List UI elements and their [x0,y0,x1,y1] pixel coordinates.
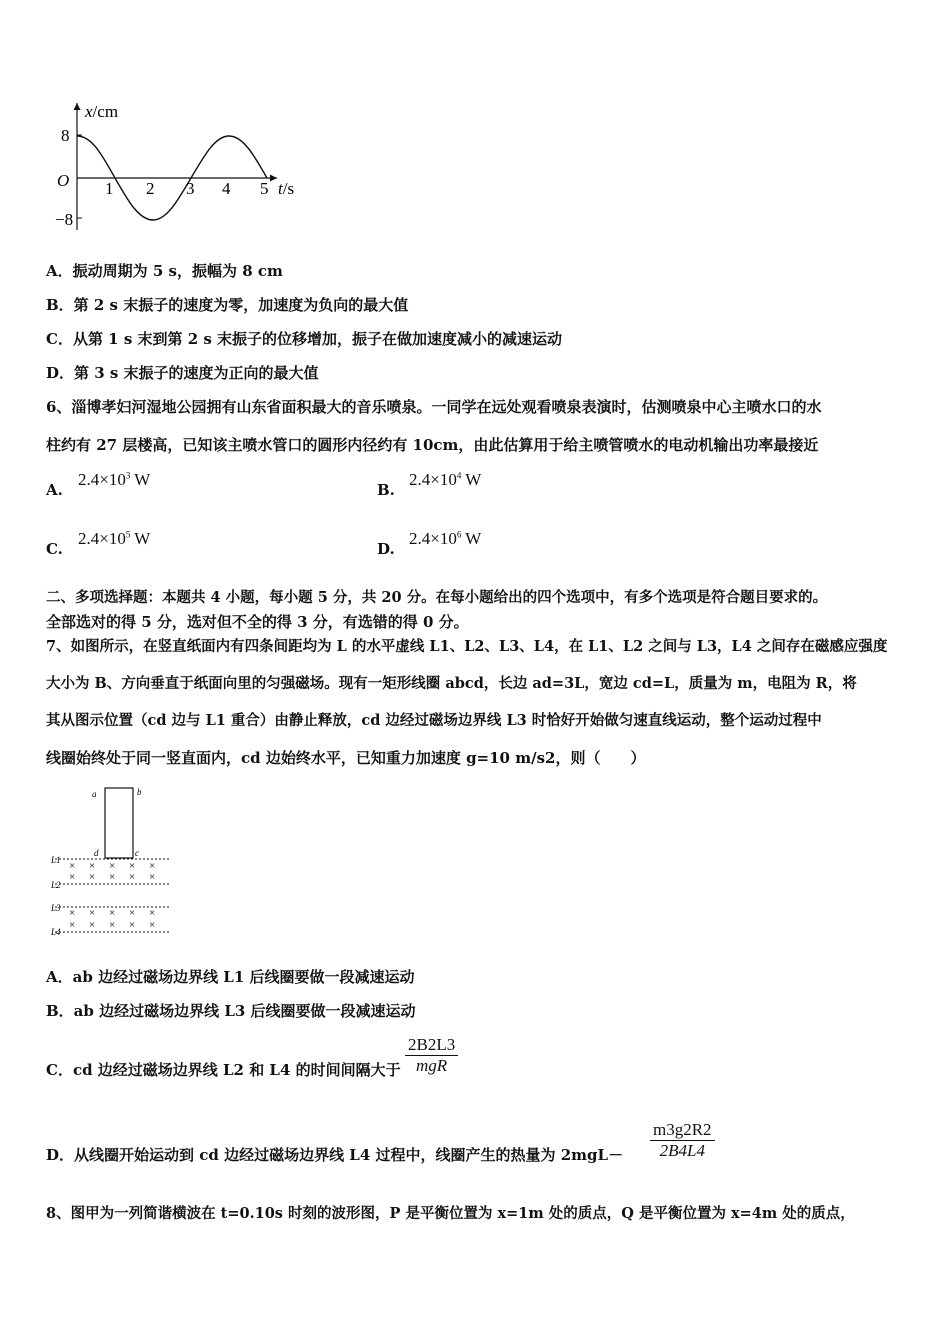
q7-option-b: B．ab 边经过磁场边界线 L3 后线圈要做一段减速运动 [46,1002,416,1020]
field-cross: × [69,871,76,883]
q7-line3: 其从图示位置（cd 边与 L1 重合）由静止释放，cd 边经过磁场边界线 L3 时恰好开始做匀速直线运动，整个运动过程中 [46,712,822,729]
xtick-2: 2 [146,179,155,198]
label-L2: L2 [51,880,61,890]
q7-line4: 线圈始终处于同一竖直面内，cd 边始终水平，已知重力加速度 g=10 m/s2，则（ ） [46,749,646,767]
coil-rect [105,788,133,858]
label-L3: L3 [51,903,61,913]
label-c: c [135,848,139,858]
field-cross: × [69,860,76,872]
q6-line1: 6、淄博孝妇河湿地公园拥有山东省面积最大的音乐喷泉。一同学在远处观看喷泉表演时，估测喷泉中心主喷水口的水 [46,398,822,416]
label-a: a [92,789,97,799]
field-crosses [69,860,155,931]
q6-line2: 柱约有 27 层楼高，已知该主喷水管口的圆形内径约有 10cm，由此估算用于给主喷管喷水的电动机输出功率最接近 [46,436,819,454]
coil-field-figure [45,780,175,940]
xtick-1: 1 [105,179,114,198]
ytick-neg8: −8 [55,210,74,229]
field-cross: × [109,871,116,883]
xtick-3: 3 [186,179,195,198]
field-cross: × [89,871,96,883]
q7-line1: 7、如图所示，在竖直纸面内有四条间距均为 L 的水平虚线 L1、L2、L3、L4，在 L1、L2 之间与 L3，L4 之间存在磁感应强度 [46,638,888,655]
field-cross: × [69,919,76,931]
xtick-4: 4 [222,179,231,198]
field-cross: × [129,907,136,919]
label-L1: L1 [51,855,61,865]
field-cross: × [149,907,156,919]
q7-option-a: A．ab 边经过磁场边界线 L1 后线圈要做一段减速运动 [46,968,415,986]
q7-option-d-fraction [650,1120,715,1161]
field-cross: × [109,860,116,872]
q7-option-c-text: C．cd 边经过磁场边界线 L2 和 L4 的时间间隔大于 [46,1061,401,1079]
field-cross: × [149,919,156,931]
field-cross: × [149,871,156,883]
q6-option-c-value: $2.4\times 10^5$ W [78,529,151,548]
label-d: d [94,848,99,858]
section2-line2: 全部选对的得 5 分，选对但不全的得 3 分，有选错的得 0 分。 [46,613,469,631]
xt-graph [40,95,310,245]
q6-option-a-value: $2.4\times 10^3$ W [78,470,151,489]
field-cross: × [89,907,96,919]
q6-option-d-value: $2.4\times 10^6$ W [409,529,482,548]
field-cross: × [129,860,136,872]
section2-line1: 二、多项选择题：本题共 4 小题，每小题 5 分，共 20 分。在每小题给出的四个选项中，有多个选项是符合题目要求的。 [46,589,828,606]
q6-option-a-label: A. [46,481,63,499]
field-cross: × [89,919,96,931]
field-cross: × [109,919,116,931]
q7-d-denominator: 2B4L4 [659,1141,705,1160]
label-L4: L4 [51,927,61,937]
q6-option-b-label: B. [377,481,395,499]
q5-option-c: C．从第 1 s 末到第 2 s 末振子的位移增加，振子在做加速度减小的减速运动 [46,330,563,348]
field-cross: × [129,871,136,883]
q5-option-d: D．第 3 s 末振子的速度为正向的最大值 [46,364,319,382]
q5-option-a: A．振动周期为 5 s，振幅为 8 cm [46,262,283,280]
q7-c-denominator: mgR [416,1056,448,1075]
label-b: b [137,787,142,797]
q8-line1: 8、图甲为一列简谐横波在 t=0.10s 时刻的波形图，P 是平衡位置为 x=1m 处的质点，Q 是平衡位置为 x=4m 处的质点， [46,1205,855,1222]
field-cross: × [109,907,116,919]
ylabel: x/cm [85,102,119,121]
xtick-5: 5 [260,179,269,198]
q6-option-c-label: C. [46,540,63,558]
origin-label: O [57,171,70,190]
q7-option-d-text: D．从线圈开始运动到 cd 边经过磁场边界线 L4 过程中，线圈产生的热量为 2mgL－ [46,1146,624,1164]
q6-option-b-value: $2.4\times 10^4$ W [409,470,482,489]
q7-option-c-fraction [405,1035,458,1076]
field-cross: × [129,919,136,931]
field-cross: × [149,860,156,872]
xlabel: t/s [278,179,295,198]
q7-line2: 大小为 B、方向垂直于纸面向里的匀强磁场。现有一矩形线圈 abcd，长边 ad=3L，宽边 cd=L，质量为 m，电阻为 R，将 [46,675,857,692]
q5-option-b: B．第 2 s 末振子的速度为零，加速度为负向的最大值 [46,296,409,314]
q6-option-d-label: D. [377,540,395,558]
field-cross: × [89,860,96,872]
field-cross: × [69,907,76,919]
q7-d-numerator: m3g2R2 [650,1120,715,1141]
ytick-8: 8 [61,126,70,145]
q7-c-numerator: 2B2L3 [405,1035,458,1056]
